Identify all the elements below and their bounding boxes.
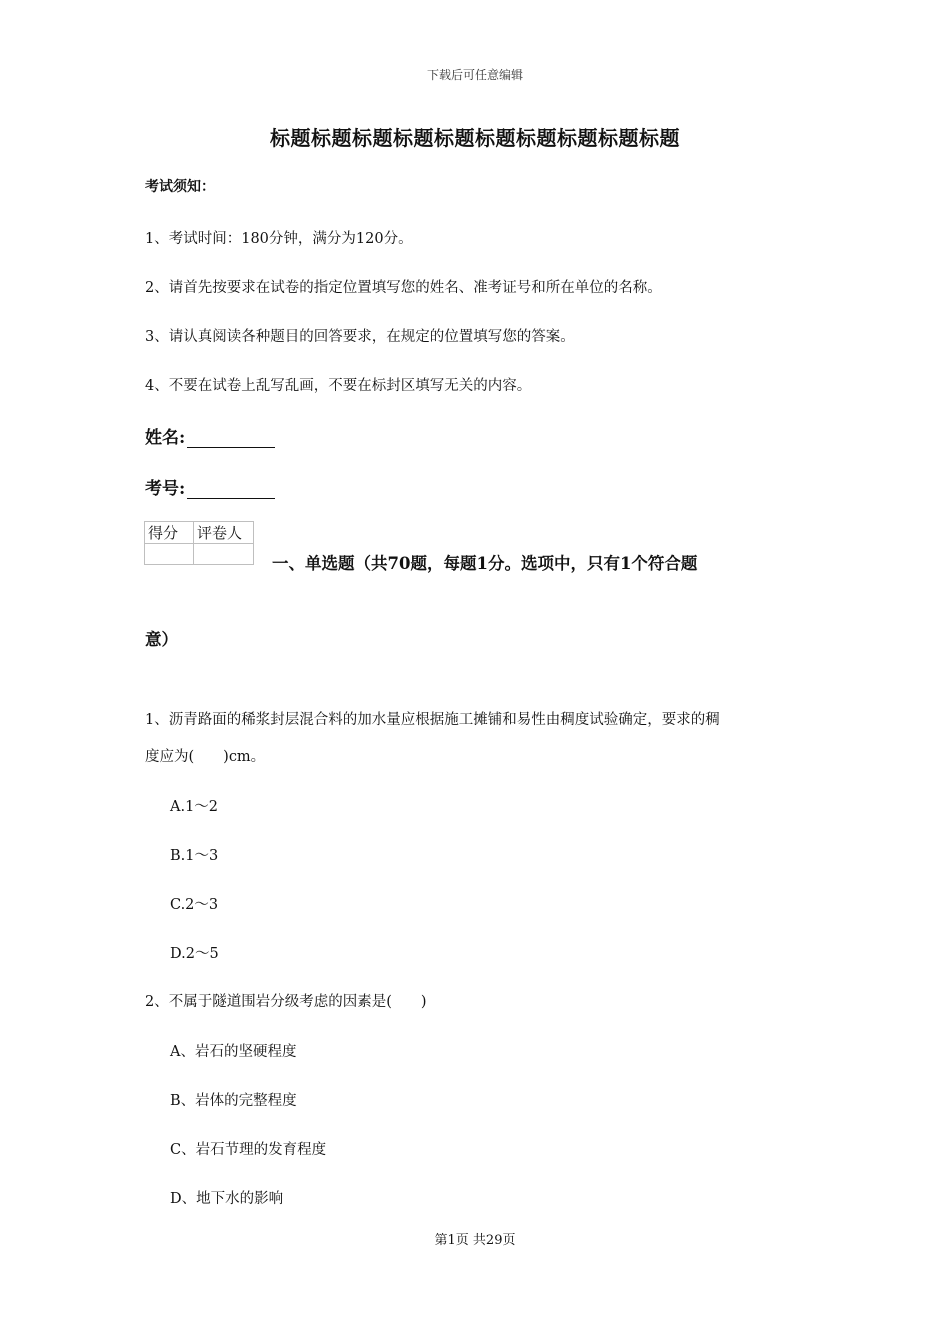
score-header: 得分 — [145, 522, 194, 544]
score-cell[interactable] — [145, 544, 194, 565]
section-title: 一、单选题（共70题，每题1分。选项中，只有1个符合题 — [272, 554, 698, 573]
question-1-line-2: 度应为( )cm。 — [145, 749, 266, 765]
question-2-option-a: A、岩石的坚硬程度 — [170, 1044, 297, 1060]
question-1-option-c: C.2～3 — [170, 897, 219, 913]
score-table-blank-row — [145, 544, 254, 565]
question-1-option-b: B.1～3 — [170, 848, 219, 864]
question-1-option-d: D.2～5 — [170, 946, 219, 962]
notice-item: 1、考试时间：180分钟，满分为120分。 — [145, 231, 413, 247]
notice-item: 2、请首先按要求在试卷的指定位置填写您的姓名、准考证号和所在单位的名称。 — [145, 280, 662, 296]
question-2-option-b: B、岩体的完整程度 — [170, 1093, 297, 1109]
question-2-option-c: C、岩石节理的发育程度 — [170, 1142, 327, 1158]
notice-item: 3、请认真阅读各种题目的回答要求，在规定的位置填写您的答案。 — [145, 329, 575, 345]
id-blank-line[interactable] — [187, 480, 275, 499]
notice-heading: 考试须知： — [145, 179, 215, 195]
document-title: 标题标题标题标题标题标题标题标题标题标题 — [270, 126, 680, 150]
score-table — [144, 521, 254, 565]
page-number-footer: 第1页 共29页 — [434, 1233, 516, 1248]
id-field — [145, 474, 275, 499]
question-2-line-1: 2、不属于隧道围岩分级考虑的因素是( ) — [145, 994, 427, 1010]
name-blank-line[interactable] — [187, 429, 275, 448]
grader-header: 评卷人 — [194, 522, 254, 544]
header-note: 下载后可任意编辑 — [426, 68, 523, 82]
name-label: 姓名: — [145, 428, 186, 448]
id-label: 考号: — [145, 479, 186, 499]
name-field — [145, 423, 275, 448]
section-title-continued: 意） — [145, 630, 178, 649]
question-1-option-a: A.1～2 — [170, 799, 219, 815]
notice-item: 4、不要在试卷上乱写乱画，不要在标封区填写无关的内容。 — [145, 378, 532, 394]
question-2-option-d: D、地下水的影响 — [170, 1191, 284, 1207]
question-1-line-1: 1、沥青路面的稀浆封层混合料的加水量应根据施工摊铺和易性由稠度试验确定，要求的稠 — [145, 712, 720, 728]
score-table-header-row — [145, 522, 254, 544]
grader-cell[interactable] — [194, 544, 254, 565]
